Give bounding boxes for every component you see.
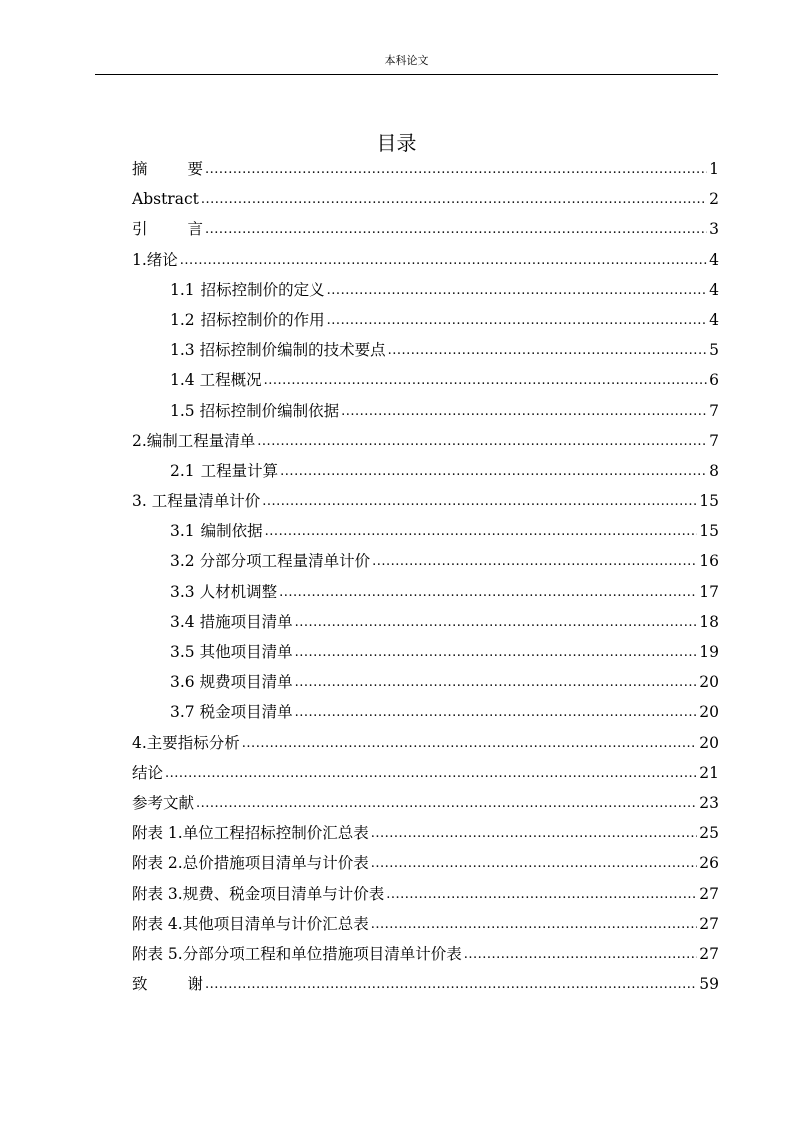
toc-dot-leader	[372, 548, 697, 576]
toc-entry-chapter-3[interactable]	[132, 487, 719, 517]
toc-page-number: 5	[709, 341, 719, 360]
toc-entry-label: 附表 3.规费、税金项目清单与计价表	[132, 884, 385, 903]
running-header	[95, 52, 718, 75]
toc-dot-leader	[262, 488, 697, 516]
toc-page-number: 18	[699, 612, 719, 631]
toc-dot-leader	[327, 277, 707, 305]
toc-page-number: 15	[699, 492, 719, 511]
toc-page-number: 23	[699, 793, 719, 812]
toc-entry-acknowledgements[interactable]	[132, 970, 719, 1000]
toc-page-number: 20	[699, 733, 719, 752]
toc-entry-section-3-4[interactable]	[132, 608, 719, 638]
toc-dot-leader	[165, 760, 697, 788]
toc-entry-label: Abstract	[132, 190, 199, 209]
toc-dot-leader	[242, 730, 697, 758]
toc-page-number: 4	[709, 280, 719, 299]
toc-page-number: 15	[699, 522, 719, 541]
toc-entry-label: 1.绪论	[132, 250, 178, 269]
toc-entry-section-1-3[interactable]	[132, 336, 719, 366]
toc-dot-leader	[327, 307, 707, 335]
toc-entry-label: 附表 2.总价措施项目清单与计价表	[132, 854, 369, 873]
toc-page-number: 7	[709, 431, 719, 450]
toc-dot-leader	[464, 941, 698, 969]
toc-dot-leader	[295, 609, 698, 637]
toc-entry-chapter-1[interactable]	[132, 246, 719, 276]
toc-dot-leader	[205, 216, 707, 244]
toc-entry-label: 摘 要	[132, 160, 204, 178]
toc-entry-conclusion[interactable]	[132, 759, 719, 789]
toc-dot-leader	[205, 971, 697, 999]
toc-page-number: 19	[699, 643, 719, 661]
toc-entry-preface[interactable]	[132, 215, 719, 245]
toc-entry-label: 附表 4.其他项目清单与计价汇总表	[132, 914, 369, 933]
toc-dot-leader	[205, 156, 707, 184]
toc-page-number: 2	[709, 190, 719, 209]
toc-entry-label: 1.2 招标控制价的作用	[170, 310, 325, 329]
toc-dot-leader	[295, 699, 698, 727]
toc-entry-label: 3. 工程量清单计价	[132, 492, 261, 511]
toc-entry-label: 2.1 工程量计算	[170, 461, 279, 480]
toc-entry-label: 1.3 招标控制价编制的技术要点	[170, 341, 386, 360]
toc-entry-section-1-5[interactable]	[132, 397, 719, 427]
toc-entry-label: 参考文献	[132, 793, 195, 812]
toc-dot-leader	[201, 186, 707, 214]
toc-entry-section-3-2[interactable]	[132, 547, 719, 577]
toc-page-number: 1	[709, 160, 719, 178]
toc-page-number: 27	[699, 944, 719, 963]
toc-entry-abstract-cn[interactable]	[132, 155, 719, 185]
toc-entry-label: 附表 5.分部分项工程和单位措施项目清单计价表	[132, 944, 462, 963]
toc-entry-references[interactable]	[132, 789, 719, 819]
toc-dot-leader	[341, 398, 707, 426]
toc-entry-section-3-3[interactable]	[132, 578, 719, 608]
toc-page-number: 59	[699, 975, 719, 994]
toc-entry-section-1-2[interactable]	[132, 306, 719, 336]
toc-page-number: 16	[699, 552, 719, 571]
toc-entry-section-3-6[interactable]	[132, 668, 719, 698]
toc-dot-leader	[386, 881, 697, 909]
toc-page-number: 3	[709, 220, 719, 239]
toc-entry-label: 2.编制工程量清单	[132, 431, 256, 450]
toc-dot-leader	[295, 639, 698, 667]
toc-dot-leader	[280, 458, 707, 486]
toc-entry-chapter-4[interactable]	[132, 729, 719, 759]
toc-dot-leader	[279, 579, 697, 607]
toc-entry-label: 3.5 其他项目清单	[170, 643, 293, 661]
toc-page-number: 26	[699, 854, 719, 873]
toc-dot-leader	[264, 367, 708, 395]
toc-page-number: 4	[709, 250, 719, 269]
toc-entry-chapter-2[interactable]	[132, 427, 719, 457]
toc-entry-label: 1.1 招标控制价的定义	[170, 280, 325, 299]
toc-dot-leader	[265, 518, 698, 546]
toc-page-number: 20	[699, 703, 719, 722]
toc-entry-label: 1.5 招标控制价编制依据	[170, 401, 340, 420]
toc-page-number: 25	[699, 824, 719, 843]
toc-entry-label: 3.4 措施项目清单	[170, 612, 293, 631]
toc-page-number: 27	[699, 884, 719, 903]
running-header-title: 本科论文	[384, 54, 429, 67]
toc-dot-leader	[388, 337, 708, 365]
toc-entry-section-2-1[interactable]	[132, 457, 719, 487]
table-of-contents	[132, 155, 719, 1000]
toc-entry-abstract-en[interactable]	[132, 185, 719, 215]
toc-entry-label: 引 言	[132, 220, 204, 239]
toc-entry-label: 3.1 编制依据	[170, 522, 263, 541]
toc-page-number: 4	[709, 310, 719, 329]
toc-entry-appendix-2[interactable]	[132, 849, 719, 879]
toc-page-number: 17	[699, 582, 719, 601]
toc-page-number: 27	[699, 914, 719, 933]
toc-dot-leader	[257, 428, 707, 456]
toc-entry-appendix-4[interactable]	[132, 910, 719, 940]
toc-entry-label: 3.7 税金项目清单	[170, 703, 293, 722]
toc-page-number: 6	[709, 371, 719, 390]
toc-dot-leader	[295, 669, 698, 697]
toc-entry-label: 附表 1.单位工程招标控制价汇总表	[132, 824, 369, 843]
toc-entry-label: 结论	[132, 763, 164, 782]
toc-entry-section-3-1[interactable]	[132, 517, 719, 547]
toc-title: 目录	[376, 131, 417, 155]
toc-entry-section-3-5[interactable]	[132, 638, 719, 668]
toc-dot-leader	[371, 911, 698, 939]
toc-page-number: 21	[699, 763, 719, 782]
toc-entry-label: 4.主要指标分析	[132, 733, 240, 752]
toc-entry-appendix-5[interactable]	[132, 940, 719, 970]
toc-page-number: 8	[709, 461, 719, 480]
toc-dot-leader	[180, 247, 707, 275]
toc-entry-label: 3.6 规费项目清单	[170, 673, 293, 692]
toc-entry-label: 致 谢	[132, 975, 204, 994]
toc-page-number: 20	[699, 673, 719, 692]
toc-entry-appendix-3[interactable]	[132, 880, 719, 910]
toc-page-number: 7	[709, 401, 719, 420]
toc-entry-label: 1.4 工程概况	[170, 371, 262, 390]
toc-dot-leader	[371, 820, 698, 848]
toc-entry-section-1-4[interactable]	[132, 366, 719, 396]
toc-dot-leader	[196, 790, 697, 818]
toc-entry-section-3-7[interactable]	[132, 698, 719, 728]
toc-entry-label: 3.3 人材机调整	[170, 582, 278, 601]
toc-entry-section-1-1[interactable]	[132, 276, 719, 306]
toc-dot-leader	[371, 850, 698, 878]
toc-entry-label: 3.2 分部分项工程量清单计价	[170, 552, 371, 571]
toc-entry-appendix-1[interactable]	[132, 819, 719, 849]
